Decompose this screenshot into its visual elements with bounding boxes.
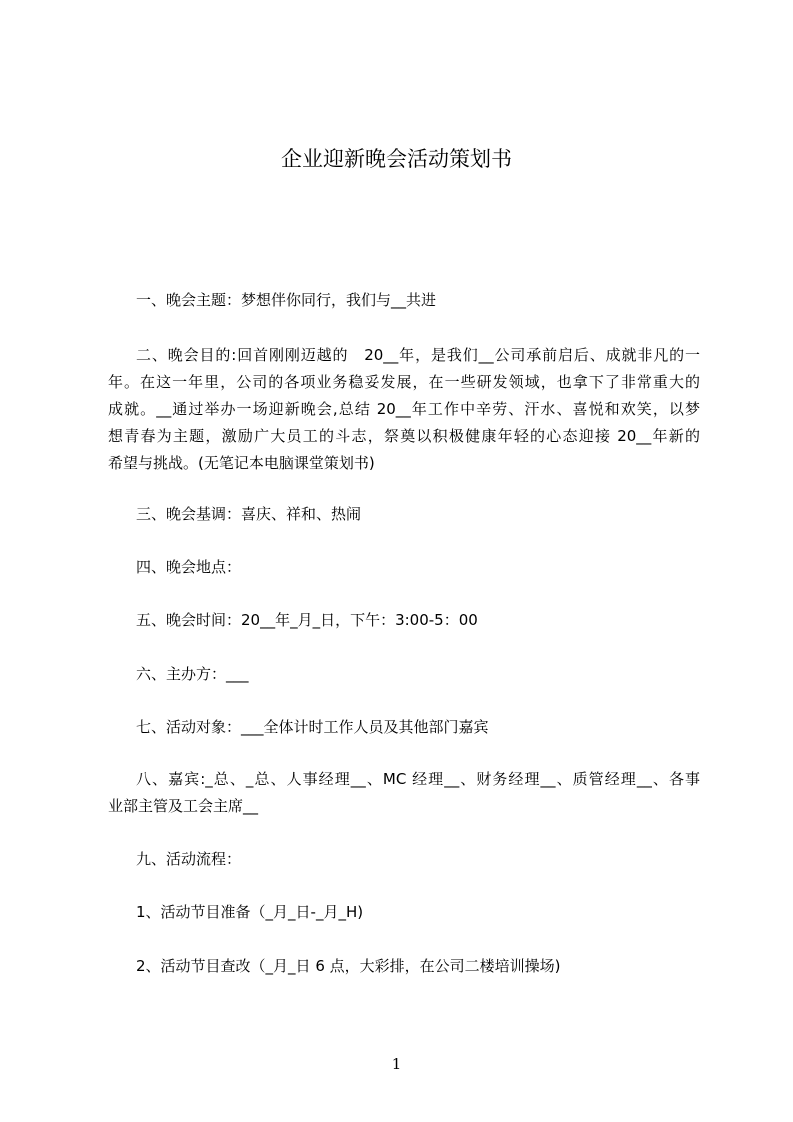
paragraph-line: 希望与挑战。(无笔记本电脑课堂策划书): [108, 454, 375, 472]
section-audience: 七、活动对象：___全体计时工作人员及其他部门嘉宾: [136, 718, 489, 736]
section-theme: 一、晚会主题：梦想伴你同行，我们与__共进: [136, 291, 437, 309]
section-venue: 四、晚会地点：: [136, 558, 242, 576]
section-guests: [108, 766, 700, 820]
process-step-1: 1、活动节目准备（_月_日-_月_H): [136, 903, 364, 921]
paragraph-line: 想青春为主题，激励广大员工的斗志，祭奠以积极健康年轻的心态迎接 20__年新的: [108, 427, 700, 445]
document-title: 企业迎新晚会活动策划书: [281, 147, 512, 171]
section-tone: 三、晚会基调：喜庆、祥和、热闹: [136, 505, 362, 523]
paragraph-line: 年。在这一年里，公司的各项业务稳妥发展，在一些研发领域，也拿下了非常重大的: [108, 373, 700, 391]
process-step-2: 2、活动节目查改（_月_日 6 点，大彩排，在公司二楼培训操场): [136, 957, 561, 975]
section-process: 九、活动流程：: [136, 850, 242, 868]
paragraph-line: 二、晚会目的:回首刚刚迈越的 20__年，是我们__公司承前启后、成就非凡的一: [136, 346, 700, 364]
page-number: 1: [391, 1055, 402, 1073]
paragraph-line: 业部主管及工会主席__: [108, 797, 259, 815]
section-purpose: [108, 342, 700, 477]
paragraph-line: 八、嘉宾:_总、_总、人事经理__、MC 经理__、财务经理__、质管经理__、各事: [136, 770, 700, 788]
section-time: 五、晚会时间：20__年_月_日，下午：3:00-5：00: [136, 611, 478, 629]
section-organizer: 六、主办方：___: [136, 665, 249, 683]
paragraph-line: 成就。__通过举办一场迎新晚会,总结 20__年工作中辛劳、汗水、喜悦和欢笑，以梦: [108, 400, 700, 418]
